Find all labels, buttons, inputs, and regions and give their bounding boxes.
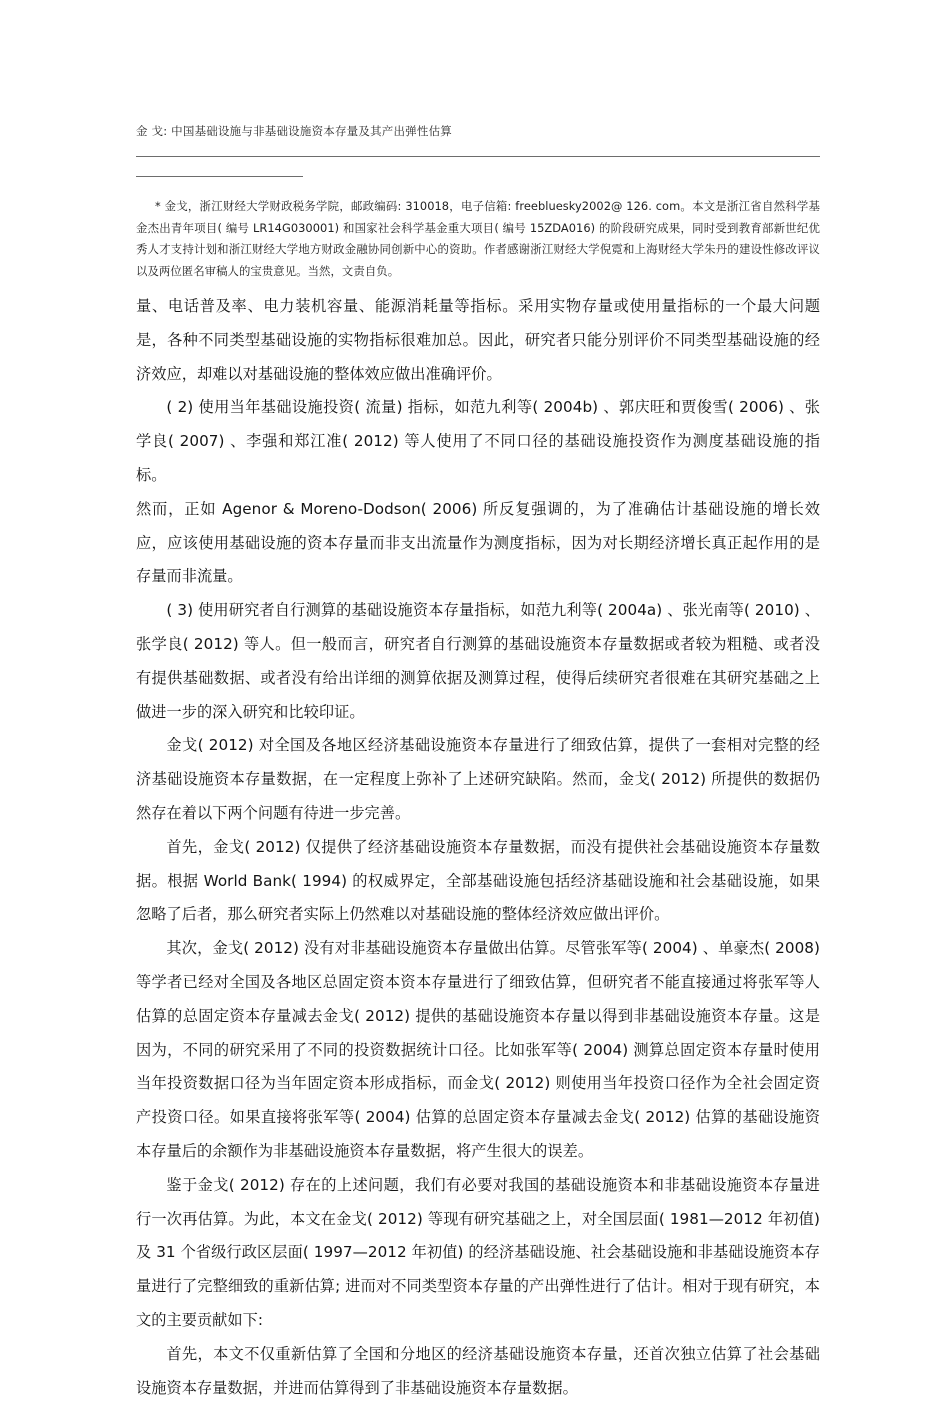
footnote-text [136, 196, 820, 282]
paragraph: ( 3) 使用研究者自行测算的基础设施资本存量指标，如范九利等( 2004a) 、张光南等( 2010) 、张学良( 2012) 等人。但一般而言，研究者自行测算的基础设施资本存量数据或者较为粗糙、或者没有提供基础数据、或者没有给出详细的测算依据及测算过程，使得后续研究者很难在其研究基础之上做进一步的深入研究和比较印证。 [136, 601, 820, 721]
paragraph: 其次，金戈( 2012) 没有对非基础设施资本存量做出估算。尽管张军等( 2004) 、单豪杰( 2008) 等学者已经对全国及各地区总固定资本资本存量进行了细致估算，但研究者不能直接通过将张军等人估算的总固定资本存量减去金戈( 2012) 提供的基础设施资本存量以得到非基础设施资本存量。这是因为，不同的研究采用了不同的投资数据统计口径。比如张军等( 2004) 测算总固定资本存量时使用当年投资数据口径为当年固定资本形成指标，而金戈( 2012) 则使用当年投资口径作为全社会固定资产投资口径。如果直接将张军等( 2004) 估算的总固定资本存量减去金戈( 2012) 估算的基础设施资本存量后的余额作为非基础设施资本存量数据，将产生很大的误差。 [136, 939, 820, 1160]
paragraph: ( 2) 使用当年基础设施投资( 流量) 指标，如范九利等( 2004b) 、郭庆旺和贾俊雪( 2006) 、张学良( 2007) 、李强和郑江准( 2012) 等人使用了不同口径的基础设施投资作为测度基础设施的指标。 [136, 398, 820, 484]
paragraph: 鉴于金戈( 2012) 存在的上述问题，我们有必要对我国的基础设施资本和非基础设施资本存量进行一次再估算。为此，本文在金戈( 2012) 等现有研究基础之上，对全国层面( 1981—2012 年初值) 及 31 个省级行政区层面( 1997—2012 年初值) 的经济基础设施、社会基础设施和非基础设施资本存量进行了完整细致的重新估算; 进而对不同类型资本存量的产出弹性进行了估计。相对于现有研究，本文的主要贡献如下: [136, 1175, 820, 1329]
running-head: 金 戈: 中国基础设施与非基础设施资本存量及其产出弹性估算 [136, 124, 452, 138]
body-text [136, 290, 820, 1405]
footnote-body: * 金戈，浙江财经大学财政税务学院，邮政编码: 310018，电子信箱: freebluesky2002@ 126. com。本文是浙江省自然科学基金杰出青年项目( 编号 LR14G030001) 和国家社会科学基金重大项目( 编号 15ZDA016) 的阶段研究成果，同时受到教育部新世纪优秀人才支持计划和浙江财经大学地方财政金融协同创新中心的资助。作者感谢浙江财经大学倪霓和上海财经大学朱丹的建设性修改评议以及两位匿名审稿人的宝贵意见。当然，文责自负。 [136, 199, 820, 278]
paragraph: 金戈( 2012) 对全国及各地区经济基础设施资本存量进行了细致估算，提供了一套相对完整的经济基础设施资本存量数据，在一定程度上弥补了上述研究缺陷。然而，金戈( 2012) 所提供的数据仍然存在着以下两个问题有待进一步完善。 [136, 736, 820, 822]
paragraph: 量、电话普及率、电力装机容量、能源消耗量等指标。采用实物存量或使用量指标的一个最大问题是，各种不同类型基础设施的实物指标很难加总。因此，研究者只能分别评价不同类型基础设施的经济效应，却难以对基础设施的整体效应做出准确评价。 [136, 297, 820, 383]
paragraph: 首先，金戈( 2012) 仅提供了经济基础设施资本存量数据，而没有提供社会基础设施资本存量数据。根据 World Bank( 1994) 的权威界定，全部基础设施包括经济基础设施和社会基础设施，如果忽略了后者，那么研究者实际上仍然难以对基础设施的整体经济效应做出评价。 [136, 837, 820, 924]
header-rule [136, 156, 820, 157]
paragraph: 然而，正如 Agenor & Moreno-Dodson( 2006) 所反复强调的，为了准确估计基础设施的增长效应，应该使用基础设施的资本存量而非支出流量作为测度指标，因为对长期经济增长真正起作用的是存量而非流量。 [136, 499, 820, 586]
page-content [136, 122, 820, 1405]
paragraph: 首先，本文不仅重新估算了全国和分地区的经济基础设施资本存量，还首次独立估算了社会基础设施资本存量数据，并进而估算得到了非基础设施资本存量数据。 [136, 1344, 820, 1397]
footnote-separator-rule [136, 176, 303, 177]
